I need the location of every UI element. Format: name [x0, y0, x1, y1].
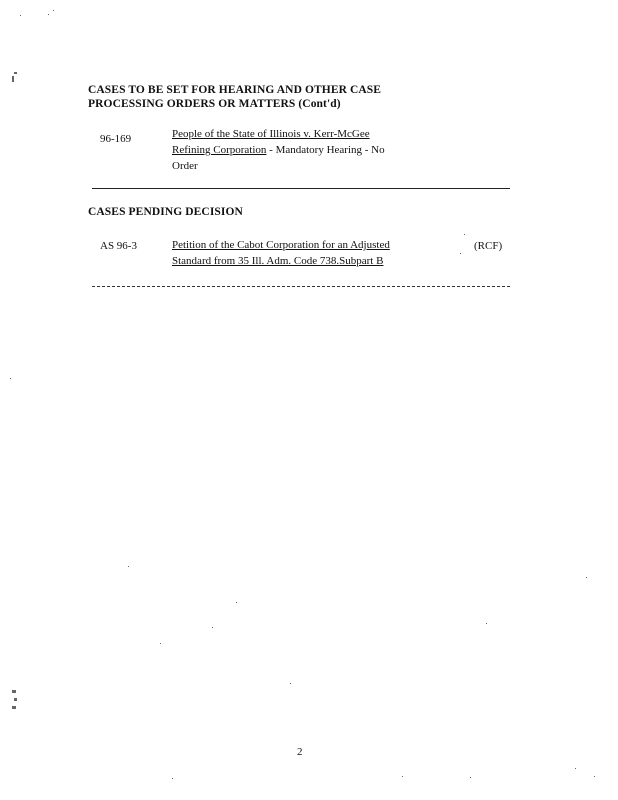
- case-desc-line2: - Mandatory Hearing - No: [266, 144, 385, 156]
- case-description: [172, 126, 432, 174]
- section-heading-hearing-line2: PROCESSING ORDERS OR MATTERS (Cont'd): [88, 98, 341, 110]
- case-title-line1: People of the State of Illinois v. Kerr-McGee: [172, 128, 370, 140]
- case-title-line2: Refining Corporation: [172, 144, 267, 156]
- case-title-line2: Standard from 35 Ill. Adm. Code 738.Subpart B: [172, 255, 384, 267]
- case-tag: (RCF): [474, 240, 503, 252]
- case-title-line1: Petition of the Cabot Corporation for an Adjusted: [172, 239, 390, 251]
- section-divider: [92, 188, 510, 189]
- section-heading-pending: CASES PENDING DECISION: [88, 206, 243, 218]
- case-number: 96-169: [100, 133, 132, 145]
- case-number: AS 96-3: [100, 240, 137, 252]
- section-divider: [92, 286, 510, 287]
- case-description: [172, 237, 442, 269]
- case-desc-line3: Order: [172, 160, 198, 172]
- page-number: 2: [297, 746, 303, 758]
- section-heading-hearing-line1: CASES TO BE SET FOR HEARING AND OTHER CASE: [88, 84, 382, 96]
